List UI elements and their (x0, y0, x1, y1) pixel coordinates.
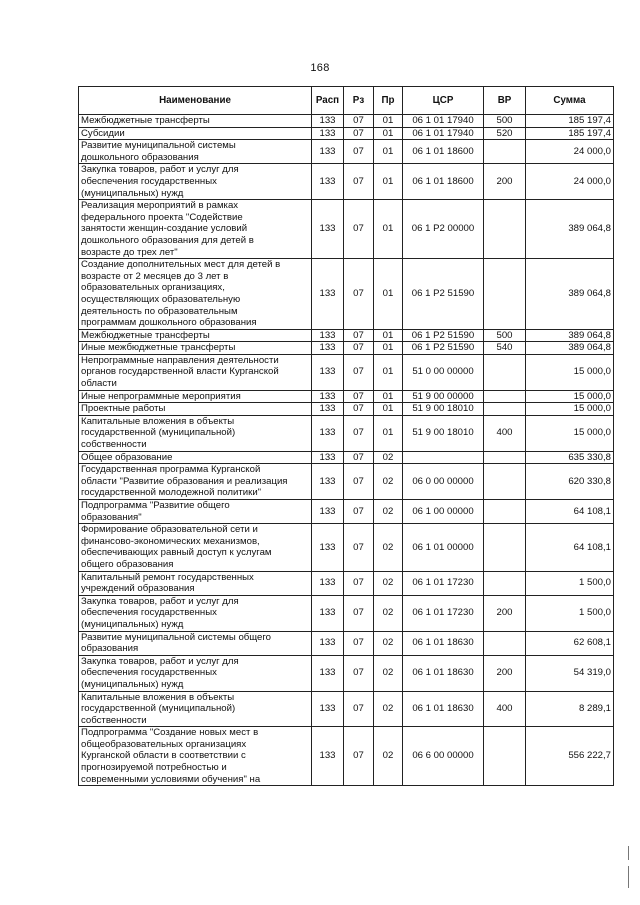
cell-pr: 01 (374, 354, 403, 390)
table-row (79, 571, 614, 595)
cell-rz: 07 (344, 354, 374, 390)
cell-vr: 540 (484, 342, 526, 355)
cell-name: Иные непрограммные мероприятия (79, 390, 312, 403)
table-row (79, 140, 614, 164)
cell-name: Субсидии (79, 127, 312, 140)
cell-rz: 07 (344, 200, 374, 259)
cell-pr: 02 (374, 655, 403, 691)
cell-pr: 01 (374, 200, 403, 259)
cell-vr (484, 140, 526, 164)
cell-sum: 15 000,0 (526, 403, 614, 416)
cell-rasp: 133 (312, 655, 344, 691)
cell-rasp: 133 (312, 329, 344, 342)
cell-name: Проектные работы (79, 403, 312, 416)
cell-sum: 1 500,0 (526, 571, 614, 595)
cell-csr: 51 9 00 18010 (403, 415, 484, 451)
cell-csr (403, 451, 484, 464)
cell-vr (484, 464, 526, 500)
cell-pr: 02 (374, 631, 403, 655)
table-row (79, 164, 614, 200)
cell-pr: 01 (374, 164, 403, 200)
header-csr: ЦСР (403, 87, 484, 115)
cell-pr: 02 (374, 464, 403, 500)
cell-csr: 06 1 P2 00000 (403, 200, 484, 259)
cell-name: Межбюджетные трансферты (79, 115, 312, 128)
cell-rz: 07 (344, 342, 374, 355)
cell-rasp: 133 (312, 571, 344, 595)
cell-vr (484, 571, 526, 595)
cell-rasp: 133 (312, 140, 344, 164)
table-row (79, 329, 614, 342)
cell-name: Капитальные вложения в объекты государственной (муниципальной) собственности (79, 691, 312, 727)
cell-csr: 06 1 P2 51590 (403, 329, 484, 342)
page-number: 168 (310, 62, 330, 74)
table-header-row (79, 87, 614, 115)
cell-csr: 06 0 00 00000 (403, 464, 484, 500)
cell-pr: 02 (374, 691, 403, 727)
cell-rz: 07 (344, 655, 374, 691)
cell-pr: 01 (374, 390, 403, 403)
table-row (79, 500, 614, 524)
cell-name: Межбюджетные трансферты (79, 329, 312, 342)
cell-rz: 07 (344, 571, 374, 595)
cell-rasp: 133 (312, 451, 344, 464)
cell-vr (484, 727, 526, 786)
cell-rasp: 133 (312, 200, 344, 259)
table-row (79, 354, 614, 390)
cell-rasp: 133 (312, 464, 344, 500)
table-row (79, 631, 614, 655)
cell-name: Капитальный ремонт государственных учреждений образования (79, 571, 312, 595)
cell-pr: 02 (374, 595, 403, 631)
cell-name: Непрограммные направления деятельности органов государственной власти Курганской области (79, 354, 312, 390)
cell-name: Подпрограмма "Создание новых мест в общеобразовательных организациях Курганской области в соответствии с прогнозируемой потребностью и современными условиями обучения" на (79, 727, 312, 786)
cell-sum: 24 000,0 (526, 140, 614, 164)
cell-csr: 06 1 01 17940 (403, 115, 484, 128)
cell-rasp: 133 (312, 727, 344, 786)
cell-sum: 62 608,1 (526, 631, 614, 655)
table-row (79, 464, 614, 500)
cell-sum: 185 197,4 (526, 127, 614, 140)
cell-rz: 07 (344, 524, 374, 571)
cell-vr: 400 (484, 691, 526, 727)
header-sum: Сумма (526, 87, 614, 115)
cell-vr (484, 259, 526, 330)
cell-sum: 389 064,8 (526, 200, 614, 259)
cell-sum: 54 319,0 (526, 655, 614, 691)
table-row (79, 259, 614, 330)
cell-vr (484, 631, 526, 655)
header-rz: Рз (344, 87, 374, 115)
table-row (79, 451, 614, 464)
cell-sum: 8 289,1 (526, 691, 614, 727)
cell-rz: 07 (344, 390, 374, 403)
cell-sum: 24 000,0 (526, 164, 614, 200)
table-row (79, 200, 614, 259)
table-row (79, 127, 614, 140)
table-row (79, 415, 614, 451)
cell-vr: 500 (484, 329, 526, 342)
cell-pr: 01 (374, 329, 403, 342)
cell-csr: 06 1 01 17940 (403, 127, 484, 140)
header-name: Наименование (79, 87, 312, 115)
cell-sum: 64 108,1 (526, 524, 614, 571)
cell-pr: 02 (374, 451, 403, 464)
header-pr: Пр (374, 87, 403, 115)
cell-rz: 07 (344, 691, 374, 727)
table-row (79, 390, 614, 403)
cell-sum: 64 108,1 (526, 500, 614, 524)
cell-pr: 02 (374, 500, 403, 524)
cell-rz: 07 (344, 259, 374, 330)
table-row (79, 115, 614, 128)
table-row (79, 595, 614, 631)
cell-vr: 200 (484, 595, 526, 631)
cell-pr: 01 (374, 259, 403, 330)
header-rasp: Расп (312, 87, 344, 115)
cell-sum: 635 330,8 (526, 451, 614, 464)
cell-vr (484, 354, 526, 390)
cell-csr: 06 1 01 17230 (403, 595, 484, 631)
cell-pr: 01 (374, 127, 403, 140)
cell-rasp: 133 (312, 500, 344, 524)
scan-edge-mark (628, 846, 629, 860)
cell-pr: 01 (374, 403, 403, 416)
cell-rz: 07 (344, 727, 374, 786)
table-row (79, 524, 614, 571)
cell-vr (484, 390, 526, 403)
cell-rz: 07 (344, 164, 374, 200)
cell-vr: 400 (484, 415, 526, 451)
table-row (79, 727, 614, 786)
budget-table (78, 86, 614, 786)
cell-rz: 07 (344, 500, 374, 524)
cell-name: Развитие муниципальной системы дошкольного образования (79, 140, 312, 164)
cell-rasp: 133 (312, 415, 344, 451)
cell-vr: 200 (484, 655, 526, 691)
cell-rasp: 133 (312, 524, 344, 571)
cell-csr: 06 1 01 00000 (403, 524, 484, 571)
cell-rasp: 133 (312, 164, 344, 200)
cell-name: Закупка товаров, работ и услуг для обеспечения государственных (муниципальных) нужд (79, 655, 312, 691)
cell-rasp: 133 (312, 390, 344, 403)
cell-rz: 07 (344, 451, 374, 464)
cell-rasp: 133 (312, 354, 344, 390)
cell-name: Подпрограмма "Развитие общего образования" (79, 500, 312, 524)
table-row (79, 403, 614, 416)
cell-sum: 15 000,0 (526, 415, 614, 451)
cell-vr: 500 (484, 115, 526, 128)
cell-name: Формирование образовательной сети и финансово-экономических механизмов, обеспечивающих равный доступ к услугам общего образования (79, 524, 312, 571)
cell-name: Иные межбюджетные трансферты (79, 342, 312, 355)
scan-edge-mark (628, 866, 629, 888)
cell-name: Создание дополнительных мест для детей в возрасте от 2 месяцев до 3 лет в образовательных организациях, осуществляющих образовательную деятельность по образовательным программам дошкольного образования (79, 259, 312, 330)
cell-name: Закупка товаров, работ и услуг для обеспечения государственных (муниципальных) нужд (79, 595, 312, 631)
cell-sum: 556 222,7 (526, 727, 614, 786)
cell-rasp: 133 (312, 342, 344, 355)
cell-rasp: 133 (312, 403, 344, 416)
cell-pr: 02 (374, 727, 403, 786)
cell-name: Капитальные вложения в объекты государственной (муниципальной) собственности (79, 415, 312, 451)
cell-csr: 06 1 P2 51590 (403, 259, 484, 330)
cell-csr: 06 1 P2 51590 (403, 342, 484, 355)
cell-csr: 51 9 00 00000 (403, 390, 484, 403)
cell-sum: 15 000,0 (526, 390, 614, 403)
cell-rz: 07 (344, 329, 374, 342)
cell-rz: 07 (344, 140, 374, 164)
cell-rz: 07 (344, 631, 374, 655)
cell-name: Государственная программа Курганской области "Развитие образования и реализация государственной молодежной политики" (79, 464, 312, 500)
cell-rz: 07 (344, 127, 374, 140)
cell-sum: 1 500,0 (526, 595, 614, 631)
cell-rasp: 133 (312, 127, 344, 140)
cell-vr: 200 (484, 164, 526, 200)
cell-pr: 01 (374, 342, 403, 355)
cell-csr: 06 1 00 00000 (403, 500, 484, 524)
cell-sum: 389 064,8 (526, 259, 614, 330)
cell-csr: 06 1 01 18600 (403, 140, 484, 164)
cell-name: Общее образование (79, 451, 312, 464)
cell-csr: 51 9 00 18010 (403, 403, 484, 416)
cell-csr: 06 1 01 18600 (403, 164, 484, 200)
cell-vr (484, 200, 526, 259)
cell-csr: 06 1 01 18630 (403, 655, 484, 691)
table-row (79, 342, 614, 355)
cell-rasp: 133 (312, 115, 344, 128)
cell-rz: 07 (344, 415, 374, 451)
cell-name: Развитие муниципальной системы общего образования (79, 631, 312, 655)
cell-sum: 185 197,4 (526, 115, 614, 128)
cell-csr: 06 6 00 00000 (403, 727, 484, 786)
cell-rasp: 133 (312, 595, 344, 631)
cell-rz: 07 (344, 464, 374, 500)
cell-csr: 06 1 01 18630 (403, 691, 484, 727)
cell-vr (484, 403, 526, 416)
table-row (79, 691, 614, 727)
cell-pr: 01 (374, 415, 403, 451)
header-vr: ВР (484, 87, 526, 115)
cell-csr: 06 1 01 17230 (403, 571, 484, 595)
table-row (79, 655, 614, 691)
cell-rasp: 133 (312, 259, 344, 330)
cell-sum: 15 000,0 (526, 354, 614, 390)
cell-pr: 01 (374, 115, 403, 128)
cell-vr: 520 (484, 127, 526, 140)
cell-sum: 389 064,8 (526, 329, 614, 342)
cell-sum: 389 064,8 (526, 342, 614, 355)
cell-rz: 07 (344, 595, 374, 631)
cell-rasp: 133 (312, 631, 344, 655)
table-body (79, 115, 614, 786)
cell-sum: 620 330,8 (526, 464, 614, 500)
cell-csr: 51 0 00 00000 (403, 354, 484, 390)
cell-vr (484, 451, 526, 464)
cell-name: Закупка товаров, работ и услуг для обеспечения государственных (муниципальных) нужд (79, 164, 312, 200)
cell-rz: 07 (344, 403, 374, 416)
cell-pr: 02 (374, 571, 403, 595)
cell-csr: 06 1 01 18630 (403, 631, 484, 655)
cell-name: Реализация мероприятий в рамках федерального проекта "Содействие занятости женщин-создание условий дошкольного образования для детей в возрасте до трех лет" (79, 200, 312, 259)
cell-rz: 07 (344, 115, 374, 128)
cell-pr: 01 (374, 140, 403, 164)
cell-vr (484, 500, 526, 524)
cell-vr (484, 524, 526, 571)
cell-rasp: 133 (312, 691, 344, 727)
cell-pr: 02 (374, 524, 403, 571)
